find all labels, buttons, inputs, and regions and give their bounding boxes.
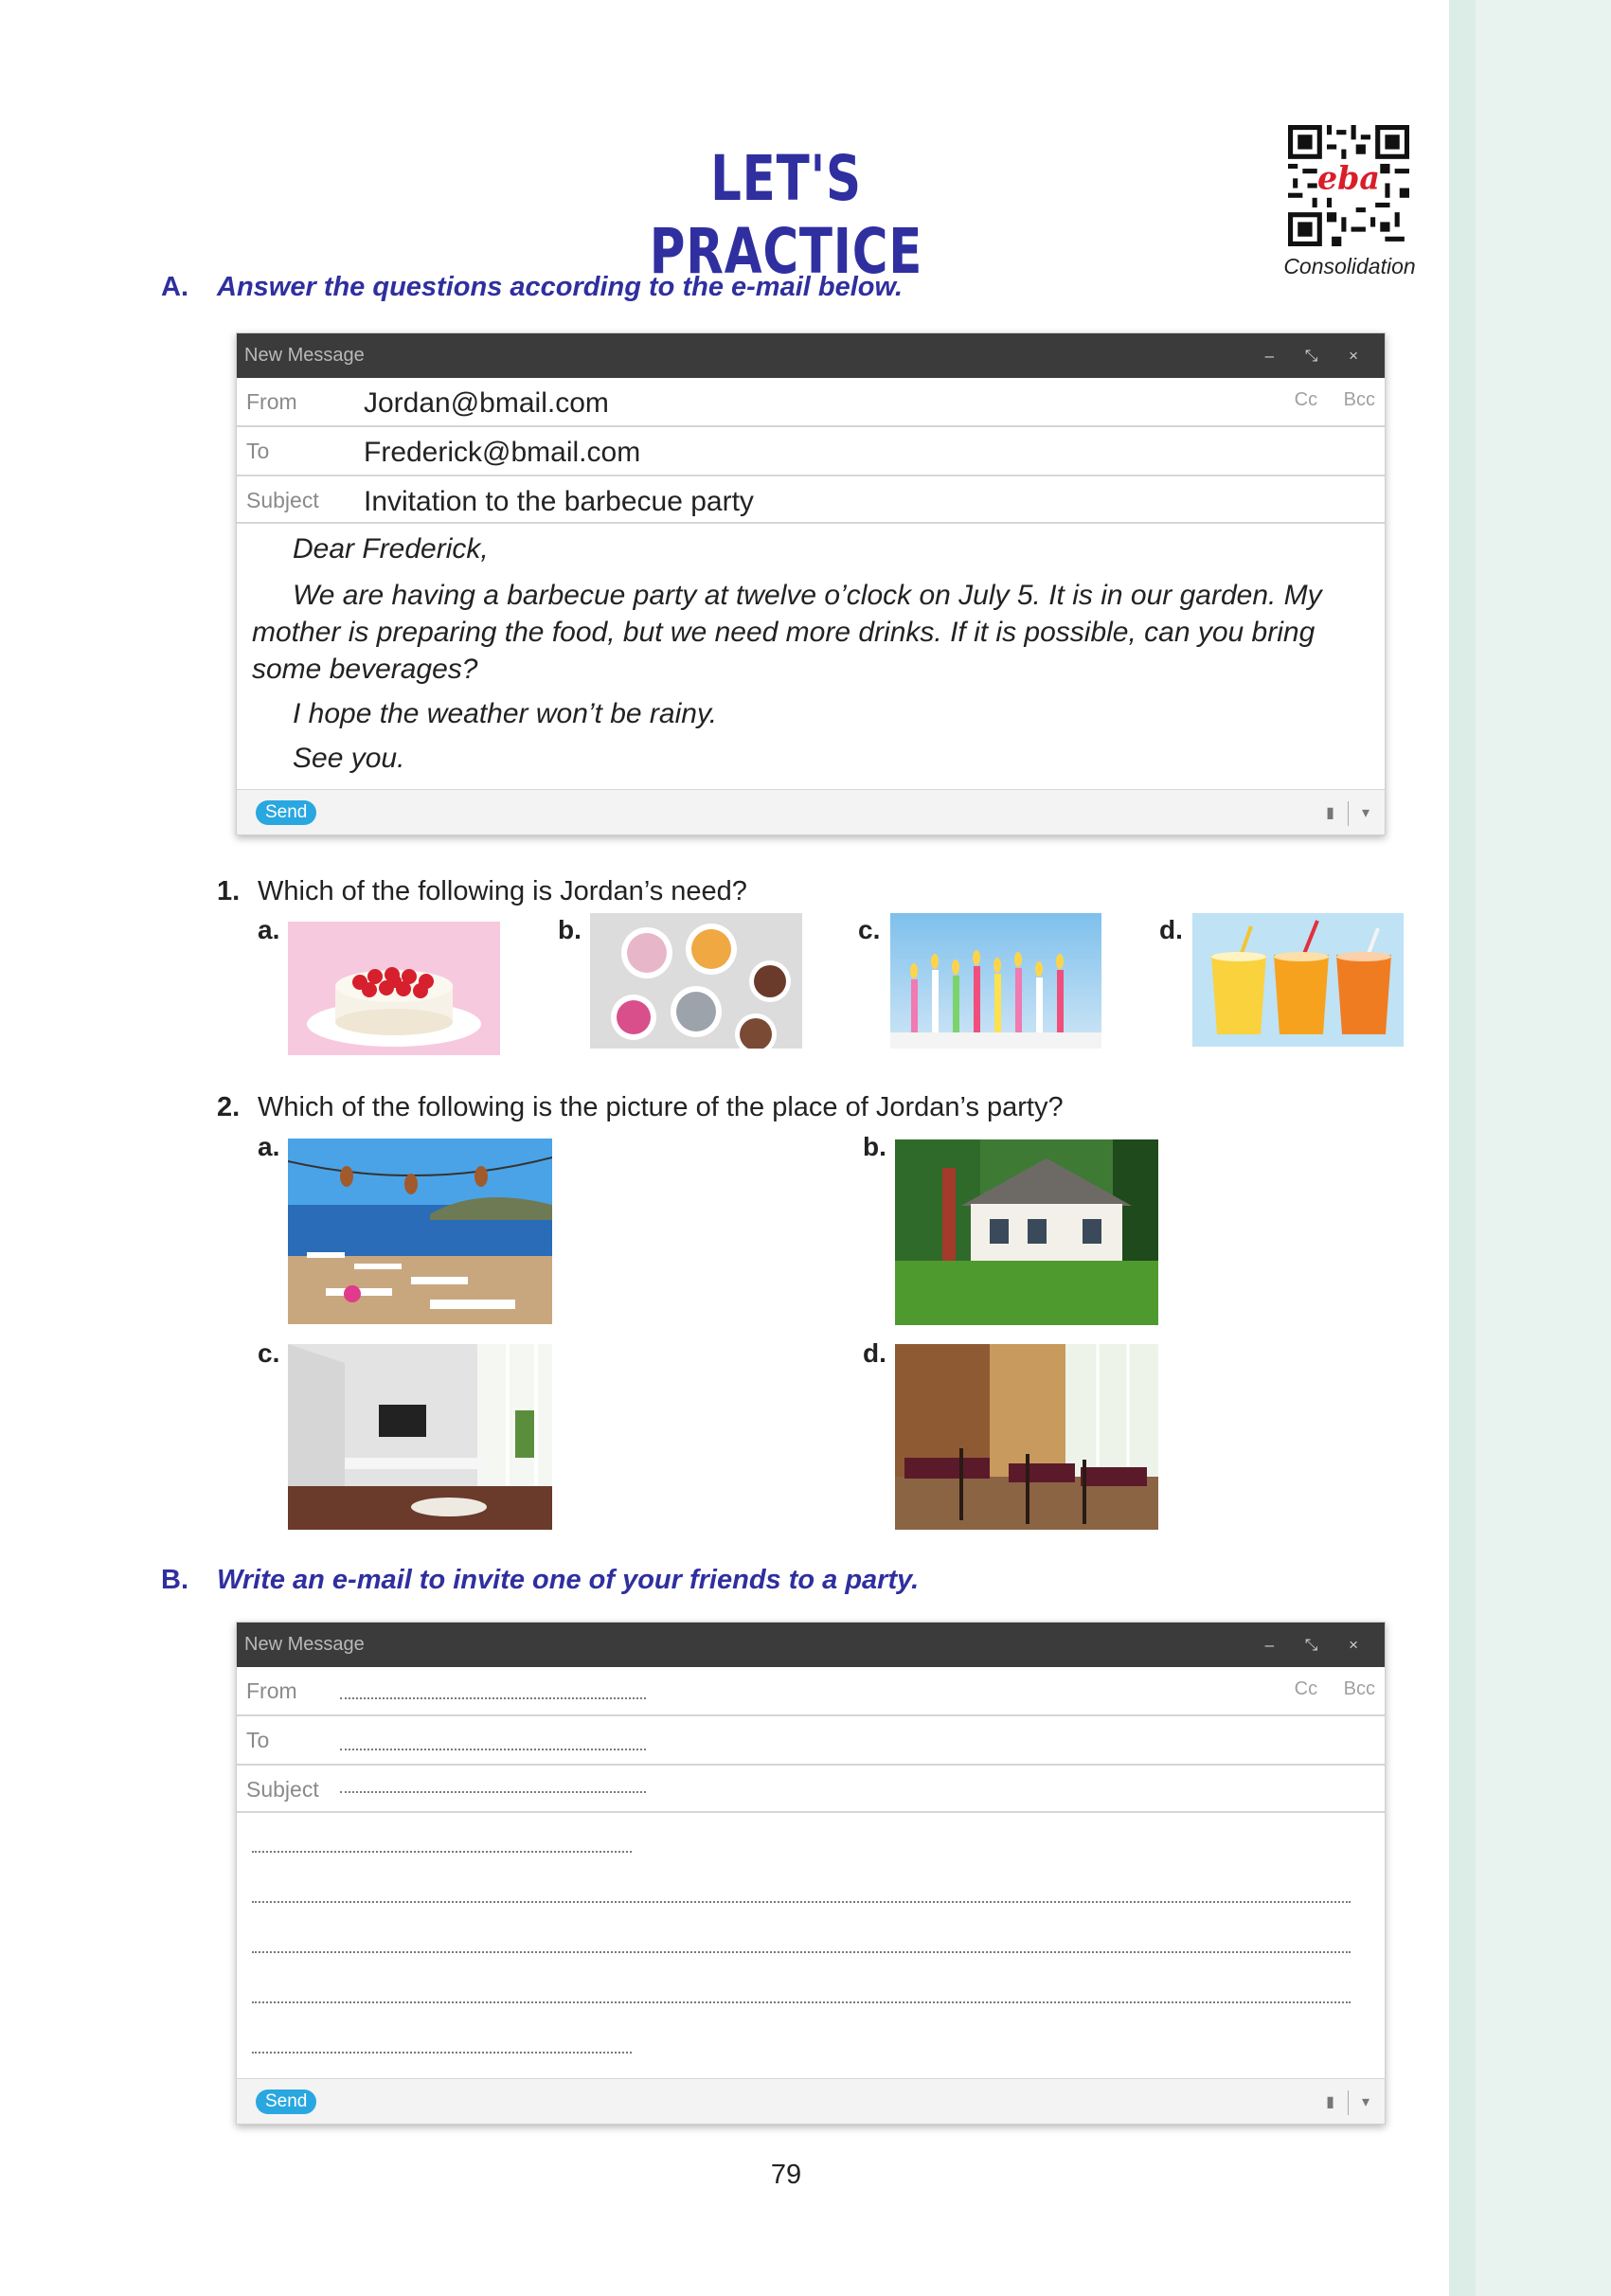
question-1 xyxy=(217,876,747,907)
q2-option-c-letter[interactable]: c. xyxy=(258,1338,280,1368)
email-window-title: New Message xyxy=(244,345,365,366)
q1-option-d-image[interactable] xyxy=(1192,913,1404,1047)
email-paragraph-line: mother is preparing the food, but we need more drinks. If it is possible, can you bring xyxy=(252,617,1316,648)
q1-option-c-letter[interactable]: c. xyxy=(858,915,881,944)
subject-label: Subject xyxy=(246,488,319,512)
subject-row xyxy=(237,476,1385,524)
section-b-instruction: Write an e-mail to invite one of your friends to a party. xyxy=(217,1565,920,1595)
qr-code-icon xyxy=(1288,125,1409,246)
trash-icon[interactable]: ▮ xyxy=(1326,805,1334,822)
q2-option-c-image[interactable] xyxy=(288,1344,552,1530)
page-title: LET'S PRACTICE xyxy=(649,142,923,288)
from-label: From xyxy=(246,1678,297,1703)
subject-label: Subject xyxy=(246,1777,319,1802)
email-closing: See you. xyxy=(293,743,405,774)
email-paragraph-line: We are having a barbecue party at twelve o’clock on July 5. It is in our garden. My xyxy=(293,580,1322,611)
email-hope-line: I hope the weather won’t be rainy. xyxy=(293,698,718,729)
subject-field[interactable]: Invitation to the barbecue party xyxy=(364,486,754,517)
q1-option-d-letter[interactable]: d. xyxy=(1159,915,1183,944)
divider xyxy=(1348,2090,1349,2115)
q2-option-b-letter[interactable]: b. xyxy=(863,1132,886,1161)
body-answer-line[interactable] xyxy=(252,2052,632,2054)
q1-option-b-letter[interactable]: b. xyxy=(558,915,582,944)
question-2 xyxy=(217,1092,1064,1123)
question-1-text: Which of the following is Jordan’s need? xyxy=(258,876,747,906)
question-2-text: Which of the following is the picture of the place of Jordan’s party? xyxy=(258,1092,1064,1122)
email-window-b xyxy=(236,1622,1386,2125)
q2-option-d-image[interactable] xyxy=(895,1344,1158,1530)
to-field[interactable]: Frederick@bmail.com xyxy=(364,437,641,468)
send-button[interactable]: Send xyxy=(256,800,316,825)
window-controls[interactable]: – ⤡ × xyxy=(1264,347,1371,365)
q2-option-b-image[interactable] xyxy=(895,1139,1158,1325)
q1-option-b-image[interactable] xyxy=(590,913,802,1049)
window-controls[interactable]: – ⤡ × xyxy=(1264,1636,1371,1654)
from-label: From xyxy=(246,389,297,414)
send-button[interactable]: Send xyxy=(256,2090,316,2114)
email-footer xyxy=(237,2079,1385,2124)
section-b-letter: B. xyxy=(161,1565,188,1595)
section-b-heading xyxy=(161,1565,919,1596)
email-window-title: New Message xyxy=(244,1634,365,1655)
from-answer-line[interactable] xyxy=(340,1697,646,1699)
email-window-a xyxy=(236,332,1386,835)
section-a-letter: A. xyxy=(161,272,188,302)
to-answer-line[interactable] xyxy=(340,1749,646,1750)
body-answer-line[interactable] xyxy=(252,1951,1351,1953)
qr-logo: eba xyxy=(1317,159,1380,197)
email-paragraph-line: some beverages? xyxy=(252,654,478,685)
body-answer-line[interactable] xyxy=(252,1901,1351,1903)
email-titlebar xyxy=(237,333,1385,378)
from-row xyxy=(237,1667,1385,1716)
body-answer-line[interactable] xyxy=(252,1851,632,1853)
section-a-heading xyxy=(161,272,903,303)
email-body[interactable] xyxy=(237,1813,1385,2079)
from-field[interactable]: Jordan@bmail.com xyxy=(364,387,609,419)
body-answer-line[interactable] xyxy=(252,2001,1351,2003)
chevron-down-icon[interactable]: ▾ xyxy=(1361,805,1369,822)
chevron-down-icon[interactable]: ▾ xyxy=(1361,2094,1369,2111)
q1-option-a-image[interactable] xyxy=(288,922,500,1055)
trash-icon[interactable]: ▮ xyxy=(1326,2094,1334,2111)
to-row xyxy=(237,427,1385,476)
to-row xyxy=(237,1716,1385,1766)
question-1-number: 1. xyxy=(217,876,241,906)
from-row xyxy=(237,378,1385,427)
email-titlebar xyxy=(237,1623,1385,1667)
q2-option-a-image[interactable] xyxy=(288,1139,552,1324)
q2-option-a-letter[interactable]: a. xyxy=(258,1132,280,1161)
q1-option-c-image[interactable] xyxy=(890,913,1101,1049)
section-a-instruction: Answer the questions according to the e-mail below. xyxy=(217,272,904,302)
email-footer xyxy=(237,790,1385,834)
cc-bcc-links[interactable]: Cc Bcc xyxy=(1294,389,1375,410)
question-2-number: 2. xyxy=(217,1092,241,1122)
qr-caption: Consolidation xyxy=(1283,254,1416,278)
q1-option-a-letter[interactable]: a. xyxy=(258,915,280,944)
q2-option-d-letter[interactable]: d. xyxy=(863,1338,886,1368)
page-side-strip xyxy=(1449,0,1611,2296)
to-label: To xyxy=(246,1728,270,1752)
email-greeting: Dear Frederick, xyxy=(293,533,489,565)
divider xyxy=(1348,801,1349,826)
subject-answer-line[interactable] xyxy=(340,1791,646,1793)
page-number: 79 xyxy=(770,2160,802,2190)
email-body[interactable] xyxy=(237,524,1385,790)
subject-row xyxy=(237,1766,1385,1813)
to-label: To xyxy=(246,439,270,463)
cc-bcc-links[interactable]: Cc Bcc xyxy=(1294,1678,1375,1699)
